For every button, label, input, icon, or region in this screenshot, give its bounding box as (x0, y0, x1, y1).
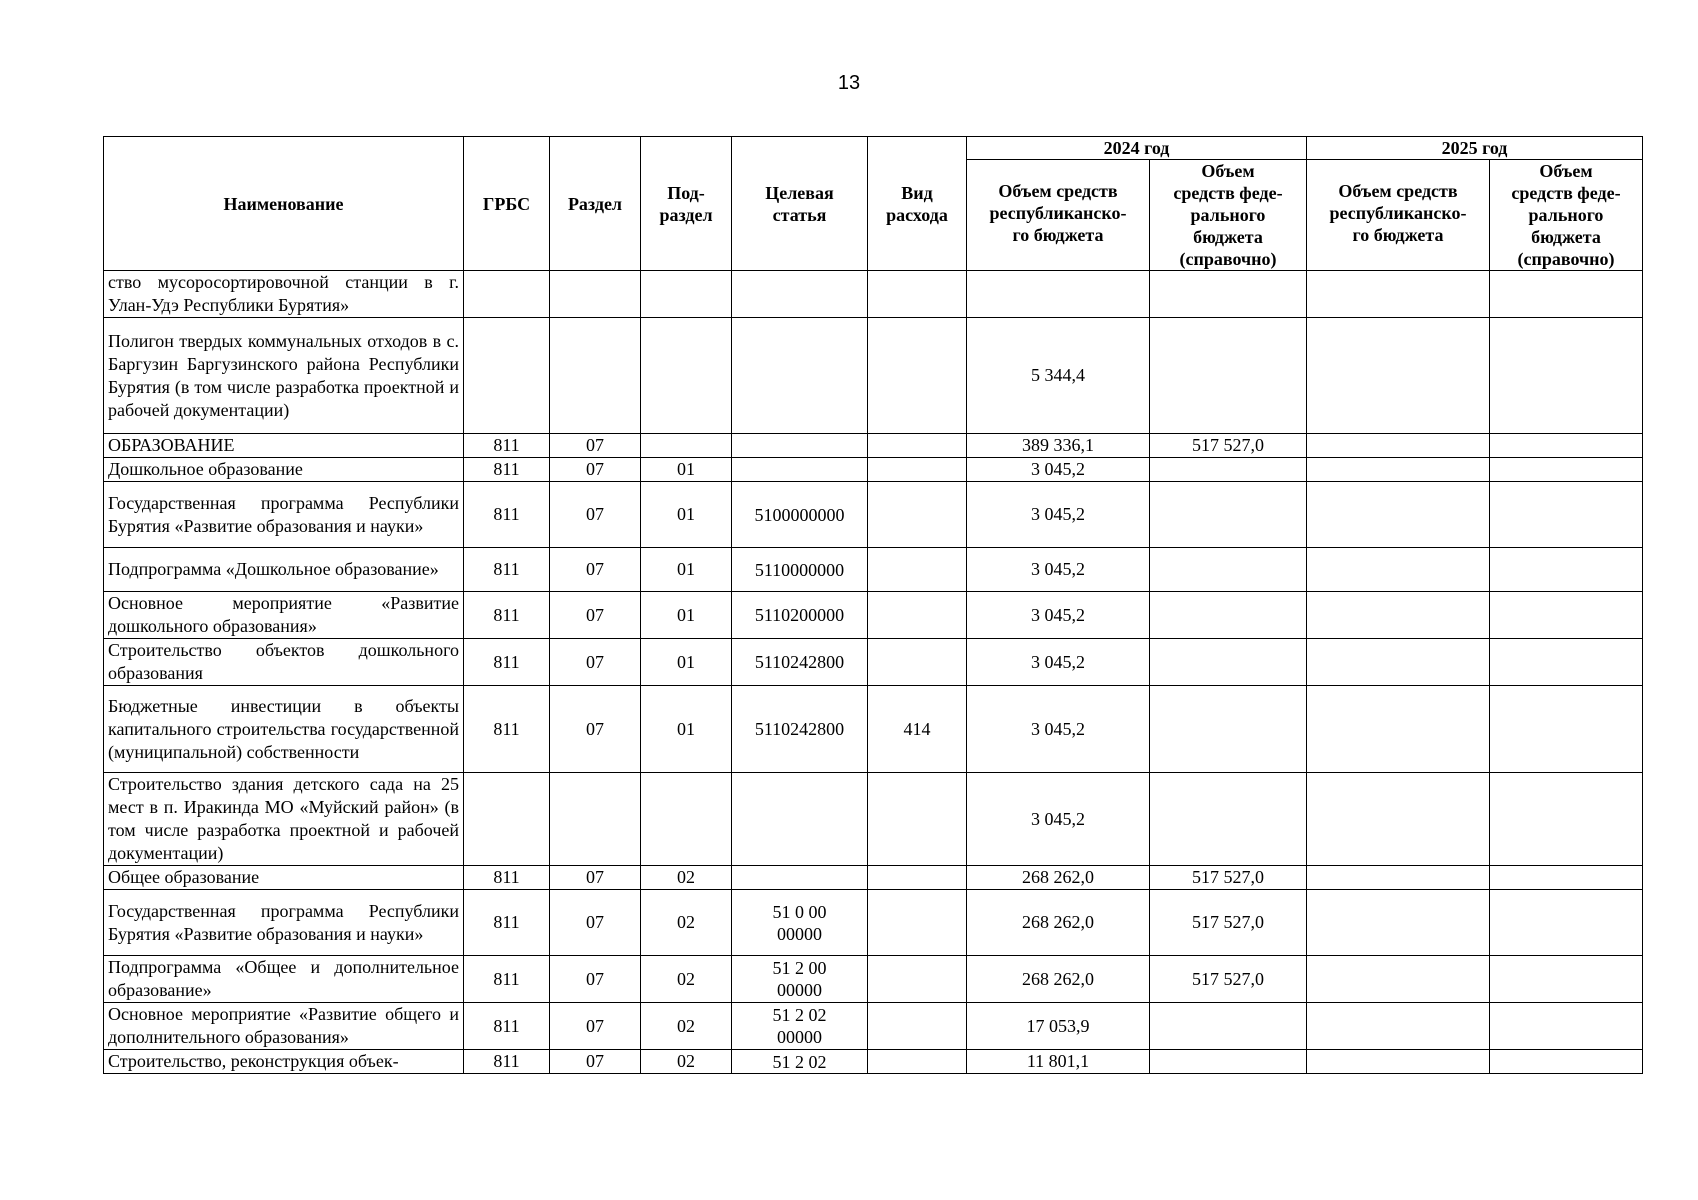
row-federal-budget-2024 (1150, 482, 1307, 548)
row-target-article (732, 773, 868, 866)
row-section: 07 (550, 1050, 641, 1074)
row-expense-type (868, 271, 967, 318)
row-republic-budget-2024: 3 045,2 (967, 639, 1150, 686)
header-republic-budget-2024: Объем средств республиканско- го бюджета (967, 160, 1150, 271)
header-year-2025: 2025 год (1307, 137, 1643, 160)
row-republic-budget-2024: 3 045,2 (967, 548, 1150, 592)
table-row (104, 458, 1643, 482)
row-name: Дошкольное образование (104, 458, 464, 482)
row-subsection: 02 (641, 1050, 732, 1074)
row-republic-budget-2024: 17 053,9 (967, 1003, 1150, 1050)
row-subsection (641, 318, 732, 434)
row-grbs: 811 (464, 866, 550, 890)
row-republic-budget-2025 (1307, 458, 1490, 482)
table-body (104, 271, 1643, 1074)
row-republic-budget-2024: 268 262,0 (967, 890, 1150, 956)
row-federal-budget-2025 (1490, 639, 1643, 686)
row-republic-budget-2024: 389 336,1 (967, 434, 1150, 458)
row-republic-budget-2024: 3 045,2 (967, 686, 1150, 773)
table-row (104, 866, 1643, 890)
row-republic-budget-2025 (1307, 773, 1490, 866)
row-federal-budget-2024: 517 527,0 (1150, 956, 1307, 1003)
row-federal-budget-2024 (1150, 686, 1307, 773)
row-subsection: 01 (641, 548, 732, 592)
row-grbs: 811 (464, 956, 550, 1003)
row-expense-type (868, 890, 967, 956)
header-expense-type: Вид расхода (868, 137, 967, 271)
table-row (104, 434, 1643, 458)
row-section: 07 (550, 458, 641, 482)
header-republic-budget-2025: Объем средств республиканско- го бюджета (1307, 160, 1490, 271)
row-federal-budget-2024: 517 527,0 (1150, 890, 1307, 956)
row-grbs: 811 (464, 592, 550, 639)
row-expense-type (868, 592, 967, 639)
row-target-article (732, 434, 868, 458)
header-federal-budget-2024: Объем средств феде- рального бюджета (справочно) (1150, 160, 1307, 271)
row-federal-budget-2024 (1150, 271, 1307, 318)
row-target-article (732, 271, 868, 318)
row-name: Подпрограмма «Дошкольное образование» (104, 548, 464, 592)
row-name: Основное мероприятие «Развитие общего и дополнительного образования» (104, 1003, 464, 1050)
row-expense-type (868, 1050, 967, 1074)
row-section: 07 (550, 866, 641, 890)
row-section: 07 (550, 434, 641, 458)
row-federal-budget-2025 (1490, 956, 1643, 1003)
row-subsection: 02 (641, 1003, 732, 1050)
row-name: Основное мероприятие «Развитие дошкольного образования» (104, 592, 464, 639)
row-target-article (732, 458, 868, 482)
row-target-article: 5100000000 (732, 482, 868, 548)
row-target-article: 51 0 00 00000 (732, 890, 868, 956)
row-republic-budget-2025 (1307, 271, 1490, 318)
row-republic-budget-2025 (1307, 890, 1490, 956)
row-name: ство мусоросортировочной станции в г. Улан-Удэ Республики Бурятия» (104, 271, 464, 318)
row-federal-budget-2024 (1150, 318, 1307, 434)
row-name: Строительство, реконструкция объек- (104, 1050, 464, 1074)
row-target-article: 5110200000 (732, 592, 868, 639)
table-row (104, 639, 1643, 686)
row-expense-type (868, 548, 967, 592)
row-name: Строительство здания детского сада на 25 мест в п. Иракинда МО «Муйский район» (в том числе разработка проектной и рабочей документации) (104, 773, 464, 866)
table-row (104, 1003, 1643, 1050)
header-name: Наименование (104, 137, 464, 271)
row-name: Бюджетные инвестиции в объекты капитального строительства государственной (муниципальной) собственности (104, 686, 464, 773)
row-expense-type (868, 639, 967, 686)
row-republic-budget-2025 (1307, 686, 1490, 773)
table-row (104, 890, 1643, 956)
table-row (104, 548, 1643, 592)
row-republic-budget-2024: 268 262,0 (967, 956, 1150, 1003)
row-section: 07 (550, 956, 641, 1003)
row-name: Общее образование (104, 866, 464, 890)
row-subsection: 01 (641, 592, 732, 639)
row-target-article: 51 2 02 00000 (732, 1003, 868, 1050)
row-republic-budget-2025 (1307, 482, 1490, 548)
row-republic-budget-2024: 3 045,2 (967, 458, 1150, 482)
row-expense-type (868, 458, 967, 482)
row-section: 07 (550, 548, 641, 592)
row-section: 07 (550, 482, 641, 548)
row-federal-budget-2025 (1490, 866, 1643, 890)
row-grbs: 811 (464, 548, 550, 592)
row-expense-type (868, 956, 967, 1003)
row-grbs: 811 (464, 1050, 550, 1074)
row-section (550, 271, 641, 318)
row-subsection: 01 (641, 686, 732, 773)
row-republic-budget-2024: 3 045,2 (967, 592, 1150, 639)
row-subsection: 02 (641, 956, 732, 1003)
row-federal-budget-2025 (1490, 1050, 1643, 1074)
row-subsection: 02 (641, 866, 732, 890)
header-subsection: Под- раздел (641, 137, 732, 271)
row-target-article: 5110000000 (732, 548, 868, 592)
row-expense-type (868, 434, 967, 458)
row-expense-type (868, 482, 967, 548)
row-grbs: 811 (464, 686, 550, 773)
row-federal-budget-2024: 517 527,0 (1150, 434, 1307, 458)
row-name: Государственная программа Республики Бурятия «Развитие образования и науки» (104, 482, 464, 548)
row-republic-budget-2025 (1307, 1050, 1490, 1074)
row-grbs (464, 318, 550, 434)
table-row (104, 686, 1643, 773)
row-section (550, 318, 641, 434)
row-republic-budget-2025 (1307, 639, 1490, 686)
table-row (104, 773, 1643, 866)
row-federal-budget-2025 (1490, 318, 1643, 434)
row-federal-budget-2025 (1490, 773, 1643, 866)
header-year-2024: 2024 год (967, 137, 1307, 160)
row-republic-budget-2024 (967, 271, 1150, 318)
page-number: 13 (837, 72, 861, 94)
table-row (104, 592, 1643, 639)
row-section (550, 773, 641, 866)
row-federal-budget-2025 (1490, 482, 1643, 548)
row-grbs: 811 (464, 1003, 550, 1050)
row-republic-budget-2025 (1307, 548, 1490, 592)
row-republic-budget-2025 (1307, 866, 1490, 890)
row-republic-budget-2024: 3 045,2 (967, 773, 1150, 866)
row-federal-budget-2025 (1490, 890, 1643, 956)
row-subsection: 02 (641, 890, 732, 956)
row-republic-budget-2025 (1307, 956, 1490, 1003)
row-republic-budget-2025 (1307, 434, 1490, 458)
row-republic-budget-2024: 268 262,0 (967, 866, 1150, 890)
row-federal-budget-2025 (1490, 548, 1643, 592)
row-subsection (641, 434, 732, 458)
row-grbs: 811 (464, 482, 550, 548)
header-grbs: ГРБС (464, 137, 550, 271)
row-federal-budget-2024 (1150, 458, 1307, 482)
row-subsection: 01 (641, 482, 732, 548)
row-republic-budget-2025 (1307, 592, 1490, 639)
row-expense-type (868, 773, 967, 866)
row-grbs (464, 773, 550, 866)
row-federal-budget-2025 (1490, 271, 1643, 318)
row-name: Государственная программа Республики Бурятия «Развитие образования и науки» (104, 890, 464, 956)
row-federal-budget-2024: 517 527,0 (1150, 866, 1307, 890)
row-section: 07 (550, 639, 641, 686)
row-republic-budget-2025 (1307, 1003, 1490, 1050)
row-federal-budget-2025 (1490, 686, 1643, 773)
row-federal-budget-2025 (1490, 458, 1643, 482)
row-target-article (732, 318, 868, 434)
header-federal-budget-2025: Объем средств феде- рального бюджета (справочно) (1490, 160, 1643, 271)
row-subsection (641, 773, 732, 866)
row-section: 07 (550, 592, 641, 639)
row-grbs (464, 271, 550, 318)
row-target-article: 5110242800 (732, 686, 868, 773)
row-name: Полигон твердых коммунальных отходов в с. Баргузин Баргузинского района Республики Бурятия (в том числе разработка проектной и рабочей документации) (104, 318, 464, 434)
row-target-article: 51 2 00 00000 (732, 956, 868, 1003)
row-federal-budget-2024 (1150, 1003, 1307, 1050)
row-republic-budget-2024: 5 344,4 (967, 318, 1150, 434)
row-federal-budget-2025 (1490, 434, 1643, 458)
table-row (104, 1050, 1643, 1074)
row-republic-budget-2024: 3 045,2 (967, 482, 1150, 548)
row-grbs: 811 (464, 890, 550, 956)
row-republic-budget-2024: 11 801,1 (967, 1050, 1150, 1074)
row-grbs: 811 (464, 639, 550, 686)
row-federal-budget-2025 (1490, 592, 1643, 639)
row-target-article: 5110242800 (732, 639, 868, 686)
row-federal-budget-2025 (1490, 1003, 1643, 1050)
row-subsection (641, 271, 732, 318)
row-target-article: 51 2 02 (732, 1050, 868, 1074)
header-section: Раздел (550, 137, 641, 271)
row-section: 07 (550, 1003, 641, 1050)
table-row (104, 271, 1643, 318)
row-republic-budget-2025 (1307, 318, 1490, 434)
table-row (104, 318, 1643, 434)
header-target-article: Целевая статья (732, 137, 868, 271)
row-name: ОБРАЗОВАНИЕ (104, 434, 464, 458)
row-subsection: 01 (641, 458, 732, 482)
budget-table (103, 136, 1643, 1074)
row-target-article (732, 866, 868, 890)
row-expense-type (868, 318, 967, 434)
row-federal-budget-2024 (1150, 773, 1307, 866)
row-subsection: 01 (641, 639, 732, 686)
row-federal-budget-2024 (1150, 1050, 1307, 1074)
row-federal-budget-2024 (1150, 592, 1307, 639)
row-section: 07 (550, 686, 641, 773)
row-name: Подпрограмма «Общее и дополнительное образование» (104, 956, 464, 1003)
row-name: Строительство объектов дошкольного образования (104, 639, 464, 686)
row-section: 07 (550, 890, 641, 956)
row-grbs: 811 (464, 434, 550, 458)
table-row (104, 956, 1643, 1003)
row-federal-budget-2024 (1150, 548, 1307, 592)
row-federal-budget-2024 (1150, 639, 1307, 686)
row-expense-type: 414 (868, 686, 967, 773)
table-header (104, 137, 1643, 271)
row-expense-type (868, 1003, 967, 1050)
row-expense-type (868, 866, 967, 890)
row-grbs: 811 (464, 458, 550, 482)
table-row (104, 482, 1643, 548)
